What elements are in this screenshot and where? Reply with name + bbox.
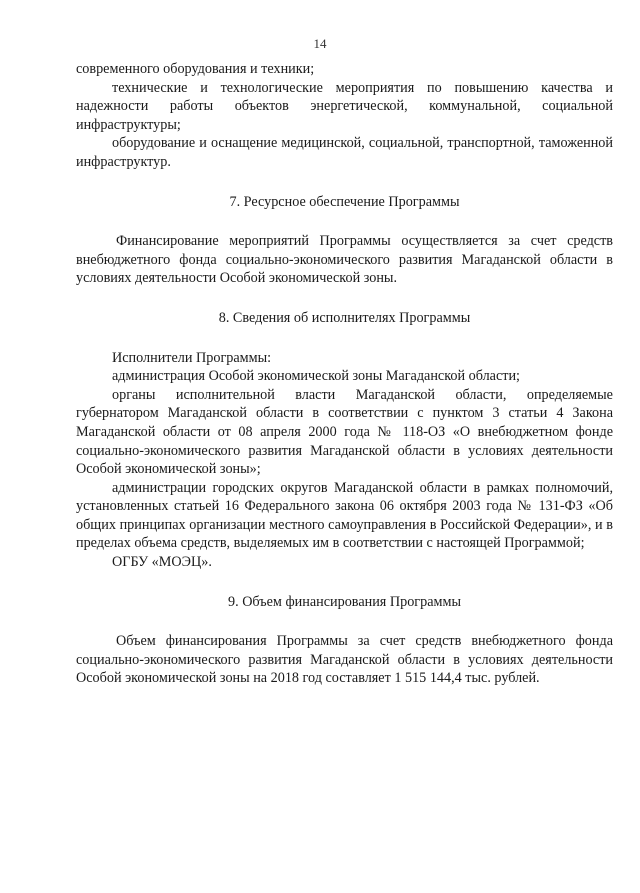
spacer <box>76 172 613 193</box>
intro-paragraph-3: оборудование и оснащение медицинской, социальной, транспортной, таможенной инфраструктур. <box>76 135 613 170</box>
spacer <box>76 328 613 349</box>
page-number: 14 <box>313 36 327 51</box>
intro-paragraph-2: технические и технологические мероприятия по повышению качества и надежности работы объектов энергетической, коммунальной, социальной инфраструктуры; <box>76 79 613 133</box>
section-8-heading: 8. Сведения об исполнителях Программы <box>218 309 471 326</box>
spacer <box>76 572 613 593</box>
section-8-paragraph-3: органы исполнительной власти Магаданской области, определяемые губернатором Магаданской области в соответствии с пунктом 3 статьи 4 Закона Магаданской области от 08 апреля 2000 года № 118-ОЗ «О внебюджетном фонде социально-экономического развития Магаданской области в условиях деятельности Особой экономической зоны»; <box>76 386 613 478</box>
spacer <box>76 288 613 309</box>
section-9-heading: 9. Объем финансирования Программы <box>228 593 461 610</box>
section-8-paragraph-4: администрации городских округов Магаданской области в рамках полномочий, установленных статьей 16 Федерального закона 06 октября 2003 года № 131-ФЗ «Об общих принципах организации местного самоуправления в Российской Федерации», и в пределах объема средств, выделяемых им в соответствии с настоящей Программой; <box>76 479 613 552</box>
spacer <box>76 211 613 232</box>
document-body <box>76 60 613 688</box>
section-8-paragraph-2: администрация Особой экономической зоны Магаданской области; <box>112 368 520 385</box>
section-7-paragraph-1: Финансирование мероприятий Программы осуществляется за счет средств внебюджетного фонда социально-экономического развития Магаданской области в условиях деятельности Особой экономической зоны. <box>76 233 613 287</box>
section-8-paragraph-5: ОГБУ «МОЭЦ». <box>112 554 212 571</box>
section-7-heading: 7. Ресурсное обеспечение Программы <box>229 193 460 210</box>
section-8-paragraph-1: Исполнители Программы: <box>112 349 272 366</box>
section-9-paragraph-1: Объем финансирования Программы за счет средств внебюджетного фонда социально-экономического развития Магаданской области в условиях деятельности Особой экономической зоны на 2018 год составляет 1 515 144,4 тыс. рублей. <box>76 633 613 687</box>
spacer <box>76 611 613 632</box>
intro-paragraph-1: современного оборудования и техники; <box>76 61 315 77</box>
